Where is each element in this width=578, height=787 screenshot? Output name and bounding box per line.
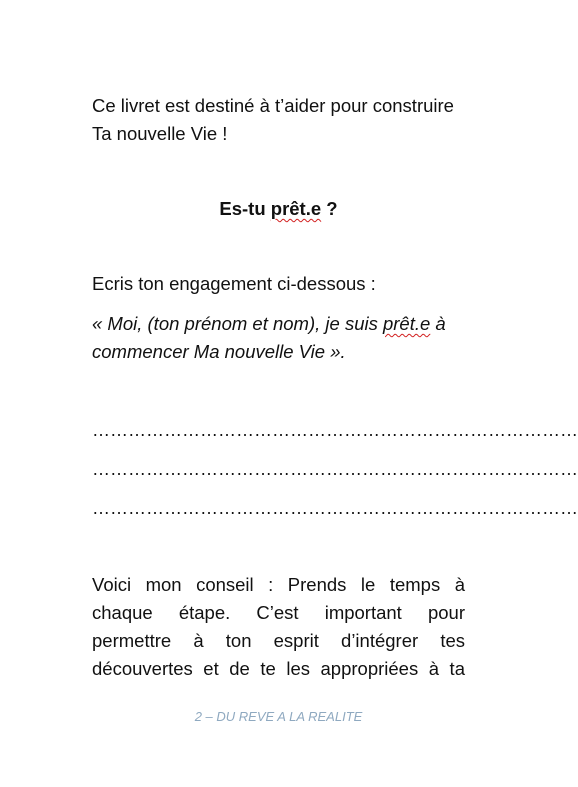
pledge-part-2: à commencer Ma nouvelle Vie ». bbox=[92, 313, 446, 362]
instruction-text: Ecris ton engagement ci-dessous : bbox=[92, 273, 376, 294]
intro-line-2: Ta nouvelle Vie ! bbox=[92, 123, 228, 144]
spellcheck-flagged-word[interactable]: prêt.e bbox=[270, 198, 322, 219]
advice-paragraph: Voici mon conseil : Prends le temps à chaque étape. C’est important pour permettre à ton esprit d’intégrer tes découvertes et de te les appropriées à ta bbox=[92, 574, 465, 679]
dotted-fill-line[interactable]: ……………………………………………………………………… bbox=[92, 498, 578, 518]
question-heading bbox=[92, 195, 465, 223]
pledge-text bbox=[92, 310, 465, 366]
dotted-fill-line[interactable]: ……………………………………………………………………… bbox=[92, 420, 578, 440]
pledge-part-1: « Moi, (ton prénom et nom), je suis bbox=[92, 313, 383, 334]
intro-line-1: Ce livret est destiné à t’aider pour construire bbox=[92, 95, 454, 116]
intro-paragraph bbox=[92, 92, 465, 148]
question-prefix: Es-tu bbox=[219, 198, 271, 219]
dotted-fill-line[interactable]: ……………………………………………………………………… bbox=[92, 459, 578, 479]
page-footer: 2 – DU REVE A LA REALITE bbox=[194, 709, 363, 724]
question-suffix: ? bbox=[321, 198, 338, 219]
spellcheck-flagged-word[interactable]: prêt.e bbox=[382, 313, 431, 334]
